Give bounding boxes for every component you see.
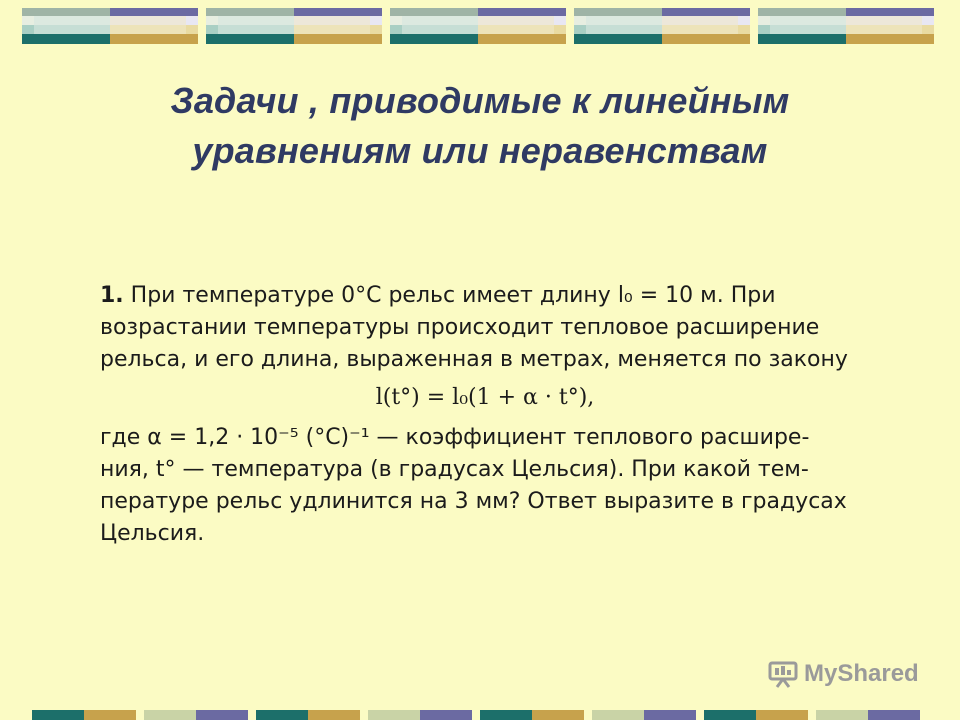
presentation-board-icon bbox=[768, 660, 798, 688]
deco-segment bbox=[368, 710, 420, 720]
problem-number: 1. bbox=[100, 283, 124, 308]
problem-text bbox=[100, 280, 870, 550]
slide-title bbox=[120, 76, 840, 176]
problem-line: где α = 1,2 · 10⁻⁵ (°C)⁻¹ — коэффициент теплового расшире- bbox=[100, 425, 810, 450]
problem-line: Цельсия. bbox=[100, 521, 205, 546]
problem-line: пературе рельс удлинится на 3 мм? Ответ выразите в градусах bbox=[100, 489, 847, 514]
deco-segment bbox=[592, 710, 644, 720]
deco-segment bbox=[816, 710, 868, 720]
deco-block bbox=[574, 8, 750, 44]
watermark bbox=[768, 656, 919, 692]
deco-segment bbox=[756, 710, 808, 720]
deco-segment bbox=[144, 710, 196, 720]
problem-line-text: При температуре 0°С рельс имеет длину l₀ = 10 м. При bbox=[130, 283, 776, 308]
deco-segment bbox=[532, 710, 584, 720]
deco-segment bbox=[644, 710, 696, 720]
title-line: Задачи , приводимые к линейным bbox=[170, 80, 790, 121]
deco-block bbox=[206, 8, 382, 44]
deco-segment bbox=[868, 710, 920, 720]
deco-segment bbox=[480, 710, 532, 720]
deco-segment bbox=[420, 710, 472, 720]
title-line: уравнениям или неравенствам bbox=[192, 130, 768, 171]
problem-line bbox=[100, 280, 870, 312]
deco-segment bbox=[196, 710, 248, 720]
watermark-text: MyShared bbox=[804, 660, 919, 687]
deco-segment bbox=[308, 710, 360, 720]
bottom-decoration bbox=[0, 710, 960, 720]
deco-block bbox=[390, 8, 566, 44]
deco-block bbox=[22, 8, 198, 44]
formula: l(t°) = l₀(1 + α · t°), bbox=[375, 385, 595, 410]
problem-line: возрастании температуры происходит тепловое расширение bbox=[100, 315, 820, 340]
deco-block bbox=[758, 8, 934, 44]
problem-line: рельса, и его длина, выраженная в метрах, меняется по закону bbox=[100, 347, 848, 372]
deco-segment bbox=[704, 710, 756, 720]
deco-segment bbox=[256, 710, 308, 720]
top-decoration bbox=[0, 0, 960, 50]
problem-line: ния, t° — температура (в градусах Цельсия). При какой тем- bbox=[100, 457, 809, 482]
deco-segment bbox=[84, 710, 136, 720]
deco-segment bbox=[32, 710, 84, 720]
